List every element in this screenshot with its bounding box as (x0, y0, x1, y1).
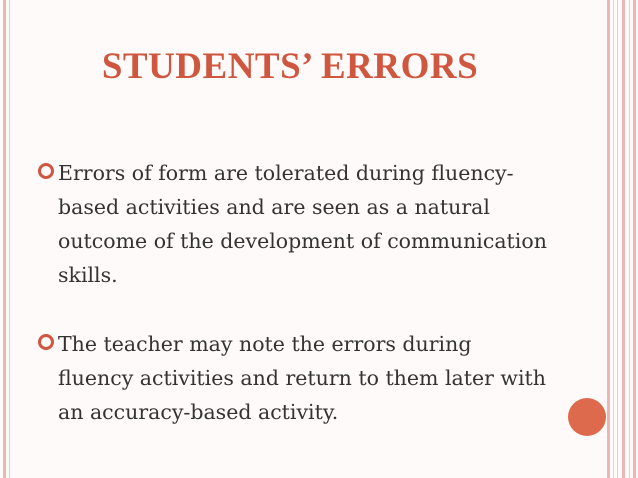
ring-bullet-icon (38, 163, 54, 179)
ring-bullet-icon (38, 334, 54, 350)
right-decor-line (607, 0, 610, 478)
right-decor-line (633, 0, 636, 478)
slide-title: STUDENTS’ ERRORS (101, 46, 479, 87)
bullet-text: The teacher may note the errors during fluency activities and return to them later with an accuracy-based activity. (58, 332, 546, 424)
right-decor-line (622, 0, 625, 478)
orange-dot-icon (568, 398, 606, 436)
bullet-text: Errors of form are tolerated during fluency-based activities and are seen as a natural outcome of the development of communication skills. (58, 161, 547, 287)
right-decor-line (629, 0, 630, 478)
left-decor-line (3, 0, 6, 478)
right-decor-line (613, 0, 614, 478)
left-decor-line (9, 0, 10, 478)
right-decor-line (617, 0, 618, 478)
